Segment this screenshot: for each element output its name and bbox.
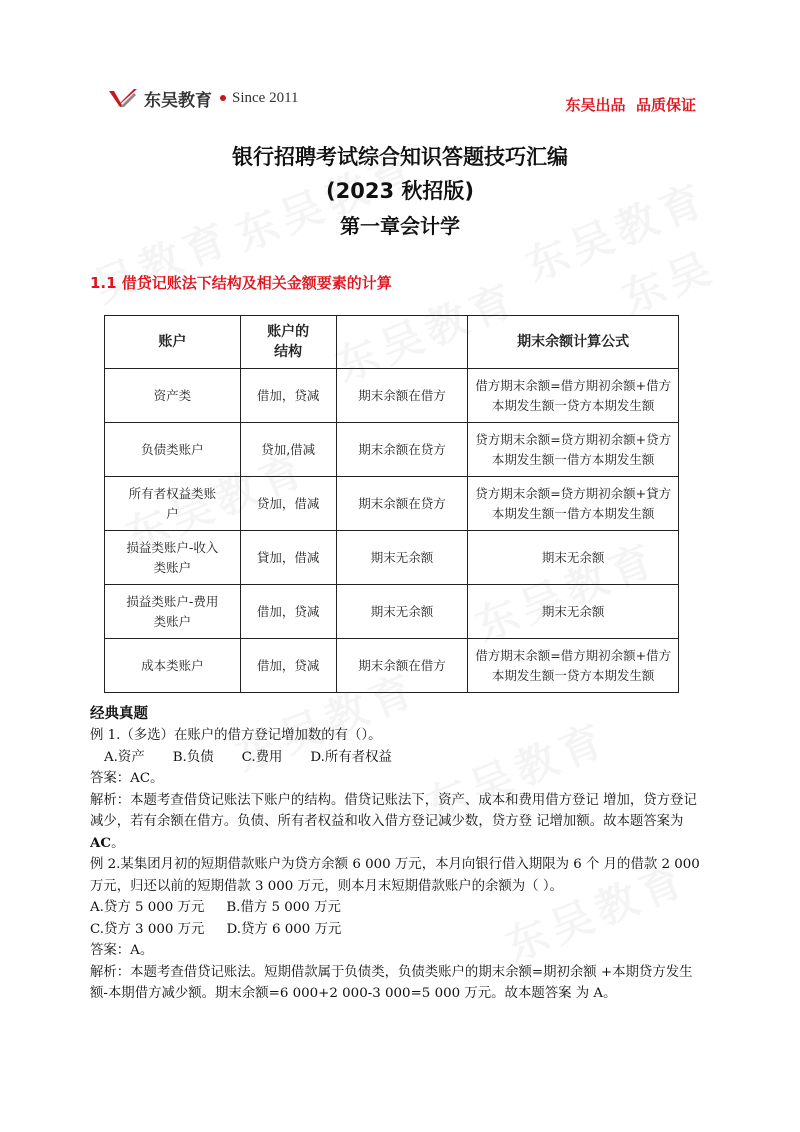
table-header-row [105, 316, 679, 369]
chapter-title: 第一章会计学 [340, 214, 460, 238]
table-cell: 期末无余额 [468, 585, 679, 639]
table-cell: 资产类 [105, 369, 241, 423]
table-row [105, 531, 679, 585]
question-2-option-b: B.借方 5 000 万元 [226, 900, 341, 915]
table-cell: 损益类账户-收入 类账户 [105, 531, 241, 585]
question-1-answer: 答案：AC。 [90, 771, 164, 786]
account-structure-table [104, 315, 679, 693]
dongwu-logo-icon [108, 87, 138, 109]
table-row [105, 639, 679, 693]
document-title: 银行招聘考试综合知识答题技巧汇编 [232, 145, 568, 169]
exercise-content [90, 703, 710, 1005]
table-cell: 借加，贷减 [240, 585, 336, 639]
question-2-analysis: 解析：本题考查借贷记账法。短期借款属于负债类，负债类账户的期末余额=期初余额 +本期贷方发生额-本期借方减少额。期末余额=6 000+2 000-3 000=5 000 万元。故本题答案 为 A。 [90, 964, 693, 1001]
table-cell: 期末余额在贷方 [336, 477, 468, 531]
table-cell: 期末余额在贷方 [336, 423, 468, 477]
question-1-option-a: A.资产 [104, 749, 145, 765]
question-1-stem: 例 1.（多选）在账户的借方登记增加数的有（）。 [90, 728, 382, 743]
table-cell: 成本类账户 [105, 639, 241, 693]
question-1-analysis-answer: AC [90, 834, 112, 851]
table-cell: 期末无余额 [468, 531, 679, 585]
table-cell: 期末余额在借方 [336, 369, 468, 423]
table-cell: 期末无余额 [336, 531, 468, 585]
table-cell: 贷加，借减 [240, 477, 336, 531]
table-cell: 期末余额在借方 [336, 639, 468, 693]
table-row [105, 477, 679, 531]
table-cell: 借加，贷减 [240, 639, 336, 693]
question-1-option-d: D.所有者权益 [310, 749, 392, 765]
question-2-option-a: A.贷方 5 000 万元 [90, 900, 205, 915]
table-header-cell [336, 316, 468, 369]
table-cell: 负债类账户 [105, 423, 241, 477]
question-2-option-d: D.贷方 6 000 万元 [226, 921, 342, 937]
table-row [105, 423, 679, 477]
table-cell: 借方期末余额=借方期初余额+借方 本期发生额一贷方本期发生额 [468, 369, 679, 423]
question-2-option-c: C.贷方 3 000 万元 [90, 921, 205, 937]
table-header-cell: 期末余额计算公式 [468, 316, 679, 369]
brand-since: Since 2011 [232, 89, 299, 106]
table-cell: 损益类账户-费用 类账户 [105, 585, 241, 639]
brand-slogan: 东吴出品 品质保证 [565, 96, 696, 114]
table-cell: 借加，贷减 [240, 369, 336, 423]
question-2-answer: 答案：A。 [90, 943, 154, 958]
table-cell: 贷方期末余额=贷方期初余额+貸方 本期发生额一借方本期发生额 [468, 477, 679, 531]
brand-logo [108, 84, 299, 112]
title-block [0, 140, 800, 244]
brand-name: 东吴教育 [144, 90, 212, 111]
question-1-option-b: B.负债 [172, 749, 214, 765]
table-header-cell: 账户的 结构 [240, 316, 336, 369]
table-header-cell: 账户 [105, 316, 241, 369]
question-2-options-row-2 [90, 919, 710, 941]
table-cell: 贷方期末余额=贷方期初余额+贷方 本期发生额一借方本期发生额 [468, 423, 679, 477]
table-cell: 貸加，借减 [240, 531, 336, 585]
question-1-option-c: C.费用 [241, 749, 283, 765]
table-row [105, 369, 679, 423]
table-cell: 贷加,借减 [240, 423, 336, 477]
brand-dot [220, 95, 226, 101]
table-cell: 所有者权益类账 户 [105, 477, 241, 531]
table-cell: 期末无余额 [336, 585, 468, 639]
page-header [108, 84, 696, 116]
question-1-analysis: 解析：本题考查借贷记账法下账户的结构。借贷记账法下，资产、成本和费用借方登记 增加，贷方登记减少，若有余额在借方。负债、所有者权益和收入借方登记减少数，贷方登 记增加额。故本题答案为AC。 [90, 792, 697, 851]
section-heading: 1.1 借贷记账法下结构及相关金额要素的计算 [90, 274, 392, 292]
exercise-heading: 经典真题 [90, 706, 148, 722]
document-subtitle: (2023 秋招版) [326, 179, 474, 203]
table-row [105, 585, 679, 639]
table-cell: 借方期末余额=借方期初余额+借方 本期发生额一贷方本期发生额 [468, 639, 679, 693]
question-2-stem: 例 2.某集团月初的短期借款账户为贷方余额 6 000 万元，本月向银行借入期限为 6 个 月的借款 2 000 万元，归还以前的短期借款 3 000 万元，则本月末短期借款账户的余额为（ ）。 [90, 857, 700, 894]
question-2-options-row-1 [90, 897, 710, 919]
question-1-options [90, 747, 710, 769]
